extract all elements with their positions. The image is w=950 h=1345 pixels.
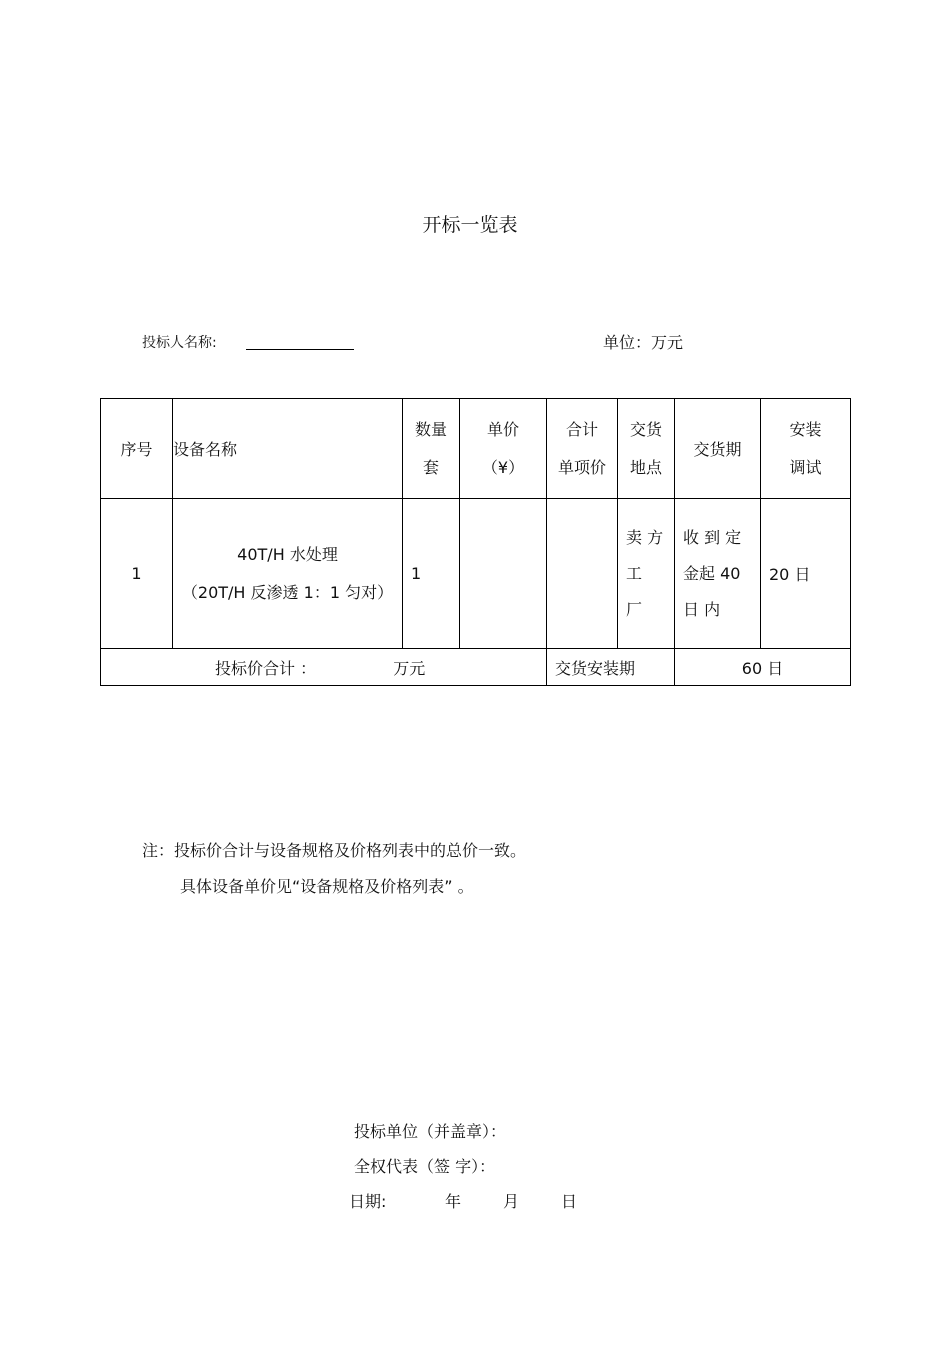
unit-label: 单位：万元 xyxy=(603,333,684,352)
cell-equipment-name-line2: （20T/H 反渗透 1：1 匀对） xyxy=(181,582,394,602)
cell-seq: 1 xyxy=(101,499,173,649)
page-title: 开标一览表 xyxy=(422,214,518,236)
cell-delivery-place-line2: 工 xyxy=(626,563,643,583)
cell-delivery-period-line2: 金起 40 xyxy=(683,563,741,583)
cell-equipment-name-line1: 40T/H 水处理 xyxy=(237,544,338,564)
cell-unit-price xyxy=(460,499,547,649)
header-equipment-name: 设备名称 xyxy=(173,399,403,499)
signature-representative: 全权代表（签 字）： xyxy=(354,1157,496,1176)
header-unit-price xyxy=(460,399,547,499)
cell-installation: 20 日 xyxy=(761,499,851,649)
signature-date-day: 日 xyxy=(561,1192,578,1211)
cell-quantity: 1 xyxy=(403,499,460,649)
cell-equipment-name xyxy=(173,499,403,649)
total-price-label: 投标价合计 ： xyxy=(215,658,317,678)
header-quantity-line2: 套 xyxy=(422,457,439,477)
signature-date-label: 日期: xyxy=(349,1192,387,1211)
signature-date-month: 月 xyxy=(503,1192,520,1211)
header-installation-line2: 调试 xyxy=(789,457,822,477)
cell-delivery-period-line3: 日 内 xyxy=(683,599,721,619)
header-installation-line1: 安装 xyxy=(789,419,822,439)
delivery-install-period-label: 交货安装期 xyxy=(547,649,675,686)
cell-delivery-place-line3: 厂 xyxy=(626,599,643,619)
cell-delivery-period-line1: 收 到 定 xyxy=(683,527,742,547)
header-unit-price-line2: （¥） xyxy=(481,457,525,477)
note-line-2: 具体设备单价见“设备规格及价格列表” 。 xyxy=(180,877,474,896)
signature-date-year: 年 xyxy=(445,1192,462,1211)
header-delivery-place-line2: 地点 xyxy=(629,457,662,477)
bid-summary-table xyxy=(100,398,851,686)
header-unit-price-line1: 单价 xyxy=(486,419,519,439)
header-delivery-place-line1: 交货 xyxy=(629,419,662,439)
cell-total-price xyxy=(101,649,547,686)
table-footer-row xyxy=(101,649,851,686)
note-line-1: 注：投标价合计与设备规格及价格列表中的总价一致。 xyxy=(142,841,527,860)
header-item-total-line1: 合计 xyxy=(565,419,598,439)
cell-delivery-place xyxy=(618,499,675,649)
header-quantity xyxy=(403,399,460,499)
header-seq: 序号 xyxy=(101,399,173,499)
header-delivery-place xyxy=(618,399,675,499)
table-row xyxy=(101,499,851,649)
total-price-unit: 万元 xyxy=(393,658,426,678)
header-item-total xyxy=(547,399,618,499)
bidder-name-label: 投标人名称: xyxy=(142,335,217,351)
header-delivery-period: 交货期 xyxy=(675,399,761,499)
header-item-total-line2: 单项价 xyxy=(557,457,606,477)
bidder-name-blank xyxy=(246,349,354,350)
header-installation xyxy=(761,399,851,499)
table-header-row xyxy=(101,399,851,499)
cell-item-total xyxy=(547,499,618,649)
signature-company: 投标单位（并盖章）： xyxy=(354,1122,507,1141)
header-quantity-line1: 数量 xyxy=(414,419,447,439)
cell-delivery-period xyxy=(675,499,761,649)
cell-delivery-place-line1: 卖 方 xyxy=(626,527,664,547)
delivery-install-period-value: 60 日 xyxy=(675,649,851,686)
